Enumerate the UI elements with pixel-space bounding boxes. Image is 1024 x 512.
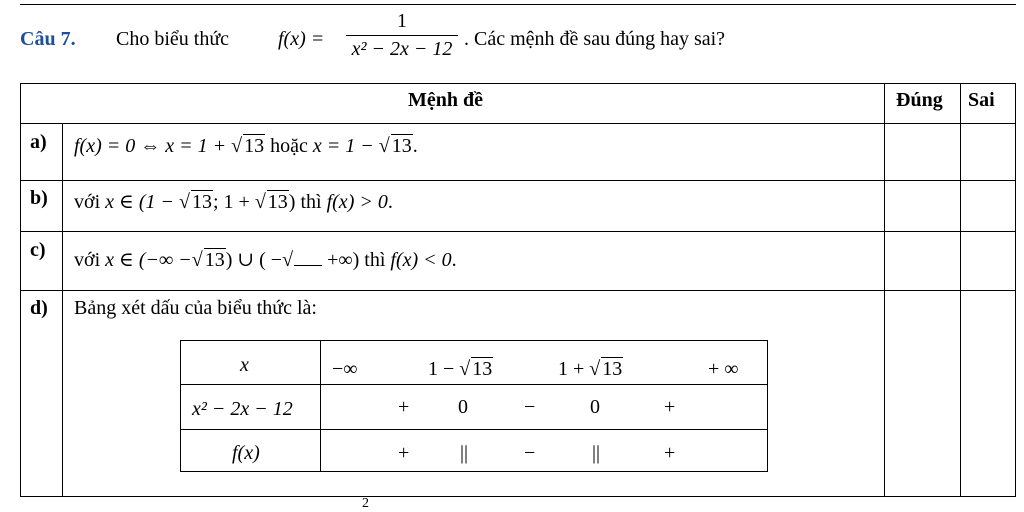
false-column-divider: [960, 83, 961, 497]
row-b-close: ): [288, 191, 296, 213]
bottom-fragment: 2: [362, 496, 369, 511]
sign-table-border-right: [767, 340, 768, 472]
sqrt-icon: √: [178, 191, 190, 213]
sign-point-root-2: [558, 358, 623, 381]
sign-table-border-top: [180, 340, 768, 341]
sign-table: [180, 340, 768, 472]
table-border-right: [1015, 83, 1016, 497]
fraction-numerator: 1: [397, 10, 407, 32]
row-c-divider: [20, 290, 1016, 291]
row-b-then: thì: [295, 191, 327, 213]
row-c-then: thì: [359, 249, 391, 271]
row-c-expr-2: ) ∪ ( −: [225, 249, 283, 271]
question-lead-text: Cho biểu thức: [116, 28, 230, 50]
row-c-expr-1: x ∈ (−∞ −: [105, 249, 192, 271]
sign-point-root-1: [428, 358, 493, 381]
table-border-bottom: [20, 496, 1016, 497]
sign-point-neg-inf: −∞: [332, 358, 358, 380]
sign-row2-val-5: +: [664, 442, 676, 464]
row-b-statement: [74, 189, 393, 214]
sign-table-row1-divider: [180, 384, 768, 385]
row-c-prefix: với: [74, 249, 106, 271]
row-d-label: d): [30, 297, 48, 319]
row-c-statement: [74, 247, 457, 272]
sqrt-icon: √: [254, 191, 266, 213]
table-border-left: [20, 83, 21, 497]
row-a-expr-1: f(x) = 0 ⇔ x = 1 +: [74, 135, 232, 157]
question-header: [20, 10, 1010, 74]
row-a-period: .: [412, 135, 418, 157]
top-rule: [20, 4, 1016, 5]
sqrt-icon: √: [378, 135, 390, 157]
table-header-divider: [20, 123, 1016, 124]
row-b-condition: f(x) > 0: [326, 191, 388, 213]
row-c-period: .: [451, 249, 457, 271]
sign-point-pos-inf: + ∞: [708, 358, 739, 380]
true-column-divider: [884, 83, 885, 497]
sign-row2-val-3: −: [524, 442, 536, 464]
row-b-expr-1: x ∈ (1 −: [105, 191, 179, 213]
function-fraction: [346, 10, 458, 60]
sign-row1-label: x² − 2x − 12: [192, 398, 293, 420]
fraction-denominator: x² − 2x − 12: [351, 38, 453, 60]
header-false: Sai: [968, 89, 995, 111]
sqrt-icon: √: [282, 249, 294, 271]
row-a-expr-2: x = 1 −: [312, 135, 379, 157]
sign-row2-val-4: ||: [592, 442, 601, 464]
row-c-close: +∞): [322, 249, 360, 271]
row-a-radicand-2: 13: [391, 135, 412, 157]
row-b-label: b): [30, 187, 48, 209]
sign-table-label-divider: [320, 340, 321, 472]
row-a-label: a): [30, 131, 47, 153]
header-true: Đúng: [896, 89, 943, 111]
row-b-divider: [20, 231, 1016, 232]
sqrt-icon: √: [459, 358, 471, 380]
question-number: Câu 7.: [20, 28, 76, 50]
fraction-bar: [346, 35, 458, 36]
function-lhs: f(x) =: [278, 28, 325, 50]
row-b-prefix: với: [74, 191, 106, 213]
sign-row1-val-5: +: [664, 396, 676, 418]
row-b-period: .: [387, 191, 393, 213]
row-a-radicand-1: 13: [244, 135, 265, 157]
sign-row1-val-2: 0: [458, 396, 468, 418]
sign-table-border-bottom: [180, 471, 768, 472]
question-tail-text: . Các mệnh đề sau đúng hay sai?: [464, 28, 726, 50]
row-c-label: c): [30, 239, 46, 261]
header-statement: Mệnh đề: [408, 89, 483, 111]
root-2-radicand: 13: [602, 358, 623, 380]
sign-table-border-left: [180, 340, 181, 472]
sign-row1-val-3: −: [524, 396, 536, 418]
row-b-radicand-2: 13: [267, 191, 288, 213]
label-column-divider: [62, 123, 63, 497]
sqrt-icon: √: [589, 358, 601, 380]
sign-row2-label: f(x): [232, 442, 260, 464]
table-border-top: [20, 83, 1016, 84]
sign-header-x: x: [240, 354, 249, 376]
row-c-radicand-1: 13: [204, 249, 225, 271]
sign-table-row2-divider: [180, 429, 768, 430]
row-b-radicand-1: 13: [191, 191, 212, 213]
root-2-prefix: 1 +: [558, 358, 590, 380]
sign-row1-val-1: +: [398, 396, 410, 418]
row-a-statement: [74, 135, 418, 158]
sign-row2-val-2: ||: [460, 442, 469, 464]
row-a-connector: hoặc: [265, 135, 313, 157]
root-1-prefix: 1 −: [428, 358, 460, 380]
row-d-statement: Bảng xét dấu của biểu thức là:: [74, 297, 317, 319]
row-b-expr-2: ; 1 +: [212, 191, 255, 213]
row-c-condition: f(x) < 0: [390, 249, 452, 271]
sqrt-icon: √: [231, 135, 243, 157]
sign-row2-val-1: +: [398, 442, 410, 464]
root-1-radicand: 13: [472, 358, 493, 380]
row-c-radicand-2: [294, 265, 322, 266]
sqrt-icon: √: [191, 249, 203, 271]
row-a-divider: [20, 180, 1016, 181]
sign-row1-val-4: 0: [590, 396, 600, 418]
